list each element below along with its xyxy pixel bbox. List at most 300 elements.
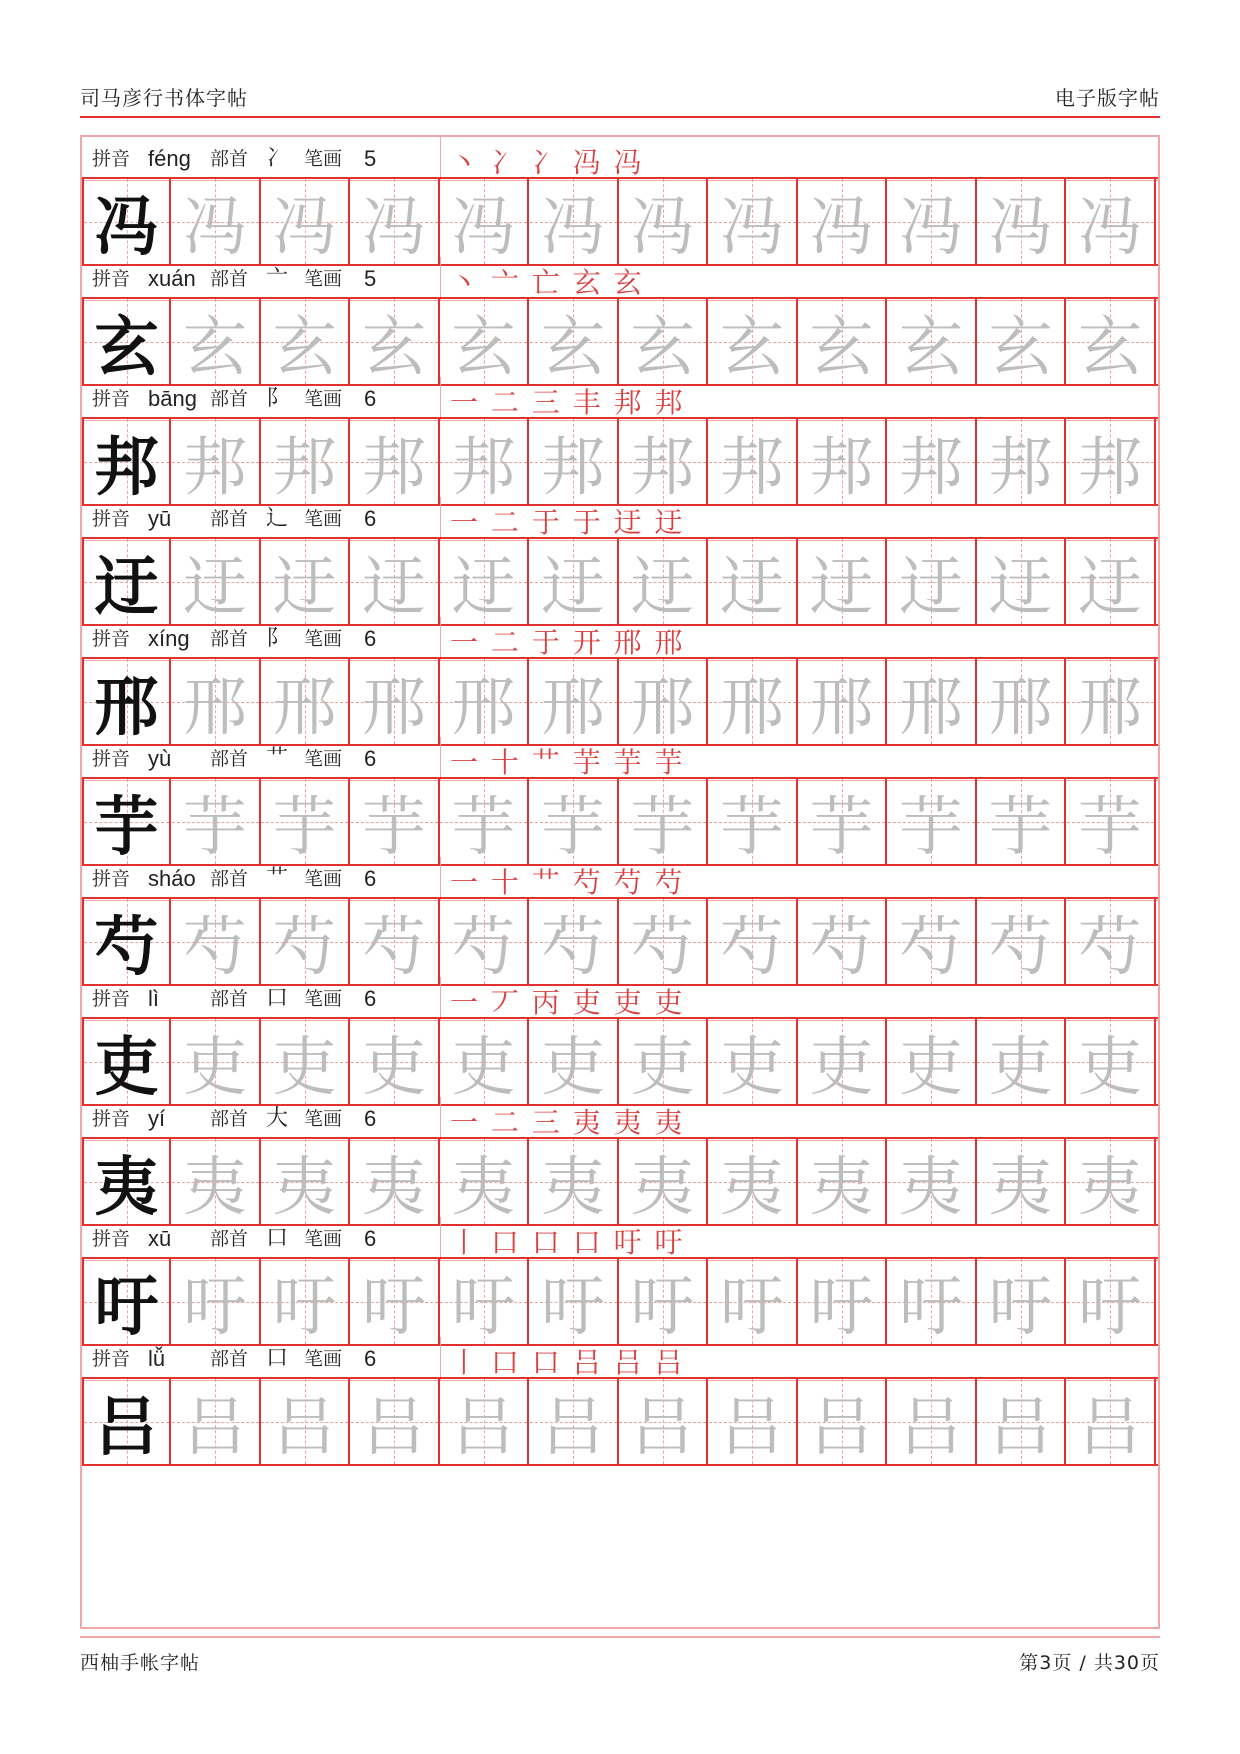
trace-character-cell[interactable] [977, 779, 1066, 864]
radical-label: 部首 [210, 1348, 249, 1370]
pinyin-label: 拼音 [92, 988, 131, 1010]
pinyin-value: yí [148, 1106, 166, 1131]
trace-character-cell[interactable] [440, 899, 529, 984]
trace-character-cell[interactable] [172, 299, 261, 384]
trace-character: 迂 [272, 550, 337, 625]
trace-character-cell[interactable] [619, 179, 708, 264]
trace-character-cell[interactable] [709, 299, 798, 384]
trace-character-cell[interactable] [888, 659, 977, 744]
trace-character-cell[interactable] [798, 419, 887, 504]
trace-character: 夷 [451, 1150, 516, 1225]
stroke-order: 一 二 三 夷 夷 夷 [450, 1106, 685, 1139]
trace-character-cell[interactable] [440, 1139, 529, 1224]
trace-character: 吁 [630, 1270, 695, 1345]
trace-character-cell[interactable] [351, 1259, 440, 1344]
trace-character-cell[interactable] [798, 1019, 887, 1104]
trace-character-cell[interactable] [798, 299, 887, 384]
trace-character: 吏 [183, 1030, 247, 1105]
trace-character-cell[interactable] [261, 179, 350, 264]
trace-character-cell[interactable] [172, 1019, 261, 1104]
trace-character: 芋 [451, 790, 516, 865]
trace-character-cell[interactable] [798, 179, 887, 264]
trace-character-cell[interactable] [977, 1379, 1066, 1464]
pinyin-value: xíng [148, 626, 190, 651]
trace-character: 夷 [720, 1150, 784, 1225]
trace-character: 吏 [720, 1030, 784, 1105]
trace-character-cell[interactable] [888, 539, 977, 624]
trace-character-cell[interactable] [709, 539, 798, 624]
radical-label: 部首 [210, 748, 249, 770]
trace-character: 玄 [988, 310, 1053, 385]
trace-character-cell[interactable] [619, 899, 708, 984]
trace-character: 夷 [1078, 1150, 1142, 1225]
trace-character: 吏 [899, 1030, 963, 1105]
trace-character-cell[interactable] [1067, 659, 1156, 744]
trace-character: 邦 [809, 430, 874, 505]
trace-character-cell[interactable] [1067, 419, 1156, 504]
trace-character-cell[interactable] [261, 1259, 350, 1344]
strokes-label: 笔画 [304, 508, 343, 530]
trace-character-cell[interactable] [530, 539, 619, 624]
trace-character-cell[interactable] [977, 659, 1066, 744]
trace-character: 吕 [541, 1390, 605, 1465]
trace-character: 邦 [630, 430, 695, 505]
radical-value: 口 [266, 1226, 289, 1251]
trace-character: 夷 [988, 1150, 1053, 1225]
trace-character-cell[interactable] [261, 299, 350, 384]
model-character-cell [82, 659, 171, 744]
trace-character: 吕 [809, 1390, 874, 1465]
trace-character-cell[interactable] [888, 1259, 977, 1344]
trace-character-cell[interactable] [977, 179, 1066, 264]
stroke-order: 一 二 于 开 邢 邢 [450, 626, 685, 659]
model-character-cell [82, 1019, 171, 1104]
trace-character: 玄 [451, 310, 516, 385]
trace-character: 邢 [630, 670, 695, 745]
trace-character: 芍 [899, 910, 963, 985]
strokes-value: 6 [364, 626, 377, 651]
radical-value: 口 [266, 1346, 289, 1371]
trace-character: 吏 [988, 1030, 1053, 1105]
pinyin-value: xū [148, 1226, 172, 1251]
trace-character: 芋 [988, 790, 1053, 865]
trace-character-cell[interactable] [351, 899, 440, 984]
practice-grid-row [82, 417, 1158, 506]
trace-character: 邢 [720, 670, 784, 745]
trace-character: 冯 [988, 190, 1053, 265]
trace-character-cell[interactable] [619, 299, 708, 384]
trace-character-cell[interactable] [619, 1139, 708, 1224]
trace-character-cell[interactable] [261, 779, 350, 864]
trace-character: 冯 [362, 190, 426, 265]
trace-character-cell[interactable] [530, 1259, 619, 1344]
trace-character-cell[interactable] [619, 779, 708, 864]
trace-character-cell[interactable] [709, 1139, 798, 1224]
trace-character-cell[interactable] [798, 1139, 887, 1224]
trace-character-cell[interactable] [798, 659, 887, 744]
trace-character-cell[interactable] [709, 1379, 798, 1464]
trace-character-cell[interactable] [977, 899, 1066, 984]
trace-character-cell[interactable] [619, 539, 708, 624]
trace-character: 冯 [541, 190, 605, 265]
trace-character-cell[interactable] [888, 1379, 977, 1464]
radical-label: 部首 [210, 1108, 249, 1130]
radical-label: 部首 [210, 988, 249, 1010]
edition-label: 电子版字帖 [1055, 86, 1160, 110]
trace-character: 吏 [362, 1030, 426, 1105]
radical-value: 大 [266, 1106, 289, 1131]
trace-character: 邦 [720, 430, 784, 505]
trace-character: 吏 [272, 1030, 337, 1105]
trace-character-cell[interactable] [440, 779, 529, 864]
trace-character-cell[interactable] [709, 179, 798, 264]
trace-character: 吁 [809, 1270, 874, 1345]
trace-character-cell[interactable] [351, 179, 440, 264]
model-character-cell [82, 1379, 171, 1464]
trace-character-cell[interactable] [798, 1259, 887, 1344]
strokes-value: 5 [364, 146, 377, 171]
trace-character-cell[interactable] [888, 1019, 977, 1104]
trace-character: 迂 [720, 550, 784, 625]
trace-character-cell[interactable] [261, 1139, 350, 1224]
trace-character-cell[interactable] [172, 179, 261, 264]
trace-character-cell[interactable] [619, 1259, 708, 1344]
trace-character: 冯 [720, 190, 784, 265]
practice-grid-row [82, 1017, 1158, 1106]
trace-character-cell[interactable] [261, 1379, 350, 1464]
trace-character: 芋 [720, 790, 784, 865]
pinyin-value: bāng [148, 386, 197, 411]
trace-character: 迂 [630, 550, 695, 625]
trace-character-cell[interactable] [261, 539, 350, 624]
trace-character: 迂 [899, 550, 963, 625]
trace-character-cell[interactable] [351, 419, 440, 504]
trace-character: 吏 [630, 1030, 695, 1105]
trace-character-cell[interactable] [888, 899, 977, 984]
radical-value: 艹 [266, 866, 289, 891]
trace-character: 迂 [1078, 550, 1142, 625]
trace-character-cell[interactable] [1067, 1019, 1156, 1104]
radical-label: 部首 [210, 148, 249, 170]
practice-grid-row [82, 657, 1158, 746]
radical-value: 辶 [266, 506, 289, 531]
trace-character-cell[interactable] [888, 299, 977, 384]
trace-character: 夷 [272, 1150, 337, 1225]
trace-character: 邢 [362, 670, 426, 745]
trace-character-cell[interactable] [351, 539, 440, 624]
trace-character: 邦 [541, 430, 605, 505]
trace-character: 吁 [183, 1270, 247, 1345]
strokes-value: 6 [364, 506, 377, 531]
trace-character-cell[interactable] [351, 299, 440, 384]
trace-character-cell[interactable] [1067, 539, 1156, 624]
trace-character-cell[interactable] [1067, 299, 1156, 384]
trace-character: 迂 [988, 550, 1053, 625]
strokes-value: 6 [364, 986, 377, 1011]
trace-character-cell[interactable] [530, 899, 619, 984]
trace-character: 夷 [183, 1150, 247, 1225]
trace-character-cell[interactable] [977, 1139, 1066, 1224]
trace-character-cell[interactable] [619, 659, 708, 744]
pinyin-value: lì [148, 986, 159, 1011]
trace-character-cell[interactable] [440, 1259, 529, 1344]
practice-grid-row [82, 777, 1158, 866]
trace-character: 邦 [183, 430, 247, 505]
trace-character-cell[interactable] [888, 1139, 977, 1224]
trace-character-cell[interactable] [709, 1019, 798, 1104]
strokes-label: 笔画 [304, 868, 343, 890]
trace-character: 吏 [809, 1030, 874, 1105]
pinyin-value: lǚ [148, 1346, 166, 1371]
pinyin-value: yū [148, 506, 172, 531]
trace-character: 吕 [630, 1390, 695, 1465]
trace-character-cell[interactable] [888, 179, 977, 264]
trace-character-cell[interactable] [1067, 179, 1156, 264]
trace-character: 夷 [362, 1150, 426, 1225]
trace-character: 邦 [362, 430, 426, 505]
trace-character: 芍 [541, 910, 605, 985]
trace-character-cell[interactable] [709, 779, 798, 864]
trace-character-cell[interactable] [172, 659, 261, 744]
trace-character: 芍 [183, 910, 247, 985]
trace-character-cell[interactable] [619, 1019, 708, 1104]
trace-character: 玄 [272, 310, 337, 385]
strokes-value: 6 [364, 1106, 377, 1131]
model-character: 芍 [94, 909, 159, 985]
trace-character-cell[interactable] [709, 419, 798, 504]
trace-character-cell[interactable] [977, 1019, 1066, 1104]
trace-character: 玄 [720, 310, 784, 385]
trace-character-cell[interactable] [1067, 1379, 1156, 1464]
trace-character: 玄 [899, 310, 963, 385]
stroke-order: 一 十 艹 芍 芍 芍 [450, 866, 685, 899]
model-character: 芋 [94, 789, 159, 865]
stroke-order: 丨 口 口 吕 吕 吕 [450, 1346, 685, 1379]
trace-character: 邢 [899, 670, 963, 745]
trace-character: 吁 [1078, 1270, 1142, 1345]
trace-character-cell[interactable] [172, 1139, 261, 1224]
trace-character: 夷 [809, 1150, 874, 1225]
radical-value: 阝 [266, 386, 289, 411]
trace-character-cell[interactable] [261, 659, 350, 744]
trace-character: 迂 [362, 550, 426, 625]
pinyin-label: 拼音 [92, 148, 131, 170]
strokes-value: 5 [364, 266, 377, 291]
trace-character: 芋 [541, 790, 605, 865]
trace-character: 邢 [451, 670, 516, 745]
trace-character: 吏 [451, 1030, 516, 1105]
model-character: 迂 [94, 549, 159, 625]
trace-character-cell[interactable] [351, 1379, 440, 1464]
trace-character-cell[interactable] [530, 1379, 619, 1464]
model-character-cell [82, 179, 171, 264]
page-header [80, 78, 1160, 118]
trace-character-cell[interactable] [798, 779, 887, 864]
trace-character-cell[interactable] [172, 1379, 261, 1464]
workbook-title: 司马彦行书体字帖 [80, 86, 248, 110]
trace-character-cell[interactable] [977, 539, 1066, 624]
trace-character: 吕 [988, 1390, 1053, 1465]
trace-character-cell[interactable] [261, 1019, 350, 1104]
pinyin-label: 拼音 [92, 628, 131, 650]
trace-character-cell[interactable] [888, 419, 977, 504]
trace-character: 邦 [1078, 430, 1142, 505]
trace-character-cell[interactable] [351, 779, 440, 864]
trace-character: 芍 [720, 910, 784, 985]
trace-character-cell[interactable] [530, 779, 619, 864]
stroke-order: 丨 口 口 口 吁 吁 [450, 1226, 685, 1259]
trace-character: 芋 [272, 790, 337, 865]
trace-character-cell[interactable] [1067, 779, 1156, 864]
trace-character: 吁 [362, 1270, 426, 1345]
pinyin-label: 拼音 [92, 868, 131, 890]
trace-character-cell[interactable] [440, 659, 529, 744]
pinyin-label: 拼音 [92, 1228, 131, 1250]
trace-character: 夷 [541, 1150, 605, 1225]
trace-character-cell[interactable] [619, 1379, 708, 1464]
radical-label: 部首 [210, 268, 249, 290]
pinyin-value: féng [148, 146, 191, 171]
trace-character: 吁 [272, 1270, 337, 1345]
pinyin-value: xuán [148, 266, 196, 291]
trace-character-cell[interactable] [709, 659, 798, 744]
trace-character: 芋 [899, 790, 963, 865]
trace-character: 迂 [809, 550, 874, 625]
trace-character: 吕 [451, 1390, 516, 1465]
trace-character: 吏 [541, 1030, 605, 1105]
stroke-order: 一 二 于 于 迂 迂 [450, 506, 685, 539]
trace-character: 邢 [809, 670, 874, 745]
trace-character: 冯 [809, 190, 874, 265]
trace-character-cell[interactable] [172, 1259, 261, 1344]
model-character-cell [82, 1139, 171, 1224]
trace-character-cell[interactable] [261, 419, 350, 504]
trace-character-cell[interactable] [798, 899, 887, 984]
trace-character: 夷 [899, 1150, 963, 1225]
practice-grid-row [82, 177, 1158, 266]
strokes-value: 6 [364, 746, 377, 771]
trace-character-cell[interactable] [530, 179, 619, 264]
trace-character: 芍 [988, 910, 1053, 985]
stroke-order: 丶 冫 冫 冯 冯 [450, 146, 644, 179]
trace-character-cell[interactable] [798, 1379, 887, 1464]
trace-character: 迂 [183, 550, 247, 625]
trace-character-cell[interactable] [619, 419, 708, 504]
trace-character-cell[interactable] [172, 899, 261, 984]
practice-sheet [80, 135, 1160, 1629]
trace-character-cell[interactable] [530, 419, 619, 504]
trace-character-cell[interactable] [261, 899, 350, 984]
trace-character: 吕 [183, 1390, 247, 1465]
trace-character-cell[interactable] [440, 419, 529, 504]
trace-character-cell[interactable] [977, 1259, 1066, 1344]
trace-character: 芋 [1078, 790, 1142, 865]
strokes-value: 6 [364, 866, 377, 891]
radical-value: 口 [266, 986, 289, 1011]
trace-character: 冯 [1078, 190, 1142, 265]
trace-character-cell[interactable] [440, 1379, 529, 1464]
trace-character: 邢 [988, 670, 1053, 745]
trace-character: 邢 [183, 670, 247, 745]
model-character: 吏 [94, 1029, 159, 1105]
trace-character-cell[interactable] [172, 779, 261, 864]
trace-character-cell[interactable] [977, 419, 1066, 504]
radical-value: 亠 [266, 266, 289, 291]
pinyin-label: 拼音 [92, 1108, 131, 1130]
trace-character: 芍 [809, 910, 874, 985]
trace-character-cell[interactable] [709, 899, 798, 984]
radical-label: 部首 [210, 1228, 249, 1250]
practice-grid-row [82, 897, 1158, 986]
model-character: 吕 [94, 1389, 159, 1465]
practice-grid-row [82, 1137, 1158, 1226]
trace-character-cell[interactable] [440, 1019, 529, 1104]
strokes-label: 笔画 [304, 148, 343, 170]
model-character-cell [82, 419, 171, 504]
pinyin-value: sháo [148, 866, 196, 891]
trace-character: 芍 [451, 910, 516, 985]
trace-character: 吁 [541, 1270, 605, 1345]
trace-character-cell[interactable] [172, 539, 261, 624]
trace-character-cell[interactable] [351, 1139, 440, 1224]
trace-character-cell[interactable] [440, 179, 529, 264]
model-character: 夷 [94, 1149, 159, 1225]
model-character: 邦 [94, 429, 159, 505]
trace-character: 吕 [362, 1390, 426, 1465]
trace-character: 吁 [720, 1270, 784, 1345]
model-character: 吁 [94, 1269, 159, 1345]
trace-character: 迂 [451, 550, 516, 625]
trace-character-cell[interactable] [530, 1139, 619, 1224]
trace-character: 邦 [272, 430, 337, 505]
model-character-cell [82, 539, 171, 624]
trace-character: 吕 [720, 1390, 784, 1465]
trace-character: 玄 [183, 310, 247, 385]
trace-character: 冯 [630, 190, 695, 265]
radical-label: 部首 [210, 868, 249, 890]
trace-character-cell[interactable] [709, 1259, 798, 1344]
trace-character-cell[interactable] [440, 299, 529, 384]
trace-character-cell[interactable] [530, 659, 619, 744]
trace-character: 邦 [899, 430, 963, 505]
trace-character-cell[interactable] [440, 539, 529, 624]
trace-character-cell[interactable] [798, 539, 887, 624]
trace-character-cell[interactable] [351, 1019, 440, 1104]
practice-grid-row [82, 537, 1158, 626]
pinyin-value: yù [148, 746, 172, 771]
trace-character-cell[interactable] [1067, 899, 1156, 984]
radical-value: 冫 [266, 146, 289, 171]
trace-character-cell[interactable] [351, 659, 440, 744]
model-character: 冯 [94, 189, 159, 265]
stroke-order: 一 十 艹 芋 芋 芋 [450, 746, 685, 779]
trace-character-cell[interactable] [1067, 1139, 1156, 1224]
publisher-label: 西柚手帐字帖 [80, 1652, 201, 1674]
trace-character-cell[interactable] [1067, 1259, 1156, 1344]
trace-character: 邢 [541, 670, 605, 745]
trace-character: 夷 [630, 1150, 695, 1225]
trace-character-cell[interactable] [530, 1019, 619, 1104]
trace-character-cell[interactable] [530, 299, 619, 384]
radical-label: 部首 [210, 388, 249, 410]
trace-character: 迂 [541, 550, 605, 625]
trace-character: 吕 [899, 1390, 963, 1465]
trace-character-cell[interactable] [888, 779, 977, 864]
strokes-value: 6 [364, 386, 377, 411]
trace-character-cell[interactable] [172, 419, 261, 504]
page-footer [80, 1636, 1160, 1678]
trace-character-cell[interactable] [977, 299, 1066, 384]
